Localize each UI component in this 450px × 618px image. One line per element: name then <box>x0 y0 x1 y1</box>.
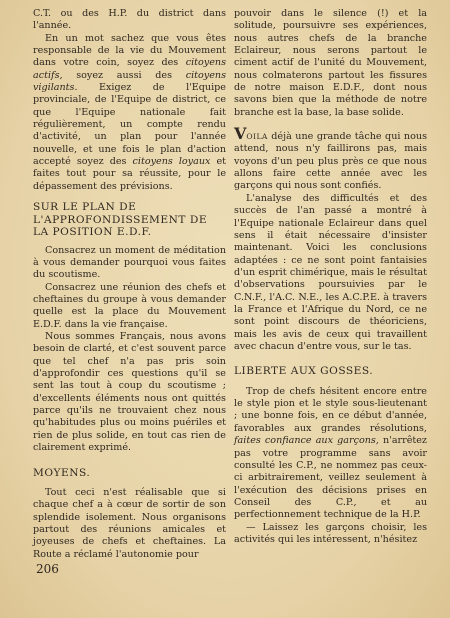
section-heading: SUR LE PLAN DE L'APPROFONDISSEMENT DE LA POSITION E.D.F. <box>33 201 208 239</box>
text-run: déjà une grande tâche qui nous attend, nous n'y faillirons pas, mais voyons d'un peu plus près ce que nous allons faire cette année avec les garçons qui nous sont confiés. <box>234 131 427 192</box>
emphasis-text: citoyens loyaux <box>132 156 211 168</box>
emphasis-text: faites confiance aux garçons, <box>234 435 379 447</box>
paragraph: Tout ceci n'est réalisable que si chaque chef a à cœur de sortir de son splendide isolement. Nous organisons partout des réunions amicales et joyeuses de chefs et cheftaines. La Route a réclamé l'autonomie pour <box>33 487 226 560</box>
section-heading: LIBERTE AUX GOSSES. <box>234 365 374 378</box>
paragraph <box>33 33 226 193</box>
paragraph <box>234 386 427 522</box>
page-number: 206 <box>36 562 59 576</box>
text-run: En un mot sachez que vous êtes responsable de la vie du Mouvement dans votre coin, soyez des <box>33 32 226 69</box>
paragraph: pouvoir dans le silence (!) et la solitude, poursuivre ses expériences, nous autres chefs de la branche Eclaireur, nous serons partout le ciment actif de l'unité du Mouvement, nous colmaterons partout les fissures de notre maison E.D.F., dont nous savons bien que la méthode de notre branche est la base, la base solide. <box>234 8 427 118</box>
paragraph: L'analyse des difficultés et des succès de l'an passé a montré à l'Equipe nationale Eclaireur dans quel sens il était nécessaire d'insister maintenant. Voici les conclusions adaptées : ce ne sont point fantaisies d'un esprit chimérique, mais le résultat d'observations poursuivies par le C.N.F., l'A.C. N.E., les A.C.P.E. à travers la France et l'Afrique du Nord, ce ne sont point discours de théoriciens, mais les avis de ceux qui travaillent avec chacun d'entre vous, sur le tas. <box>234 192 427 352</box>
text-run: Trop de chefs hésitent encore entre le style pion et le style sous-lieutenant ; une bonne fois, en ce début d'année, favorables aux grandes résolutions, <box>234 385 427 434</box>
paragraph: Consacrez une réunion des chefs et cheftaines du groupe à vous demander quelle est la place du Mouvement E.D.F. dans la vie française. <box>33 281 226 330</box>
paragraph: Consacrez un moment de méditation à vous demander pourquoi vous faites du scoutisme. <box>33 244 226 281</box>
right-column <box>234 8 427 546</box>
text-run: n'arrêtez pas votre programme sans avoir consulté les C.P., ne nommez pas ceux-ci arbitrairement, veillez seulement à l'exécution des décisions prises en Conseil des C.P., et au perfectionnement technique de la H.P. <box>234 435 427 521</box>
paragraph: C.T. ou des H.P. du district dans l'année. <box>33 8 226 32</box>
emphasis-text: citoyens actifs, <box>33 57 226 81</box>
left-column <box>33 8 226 561</box>
section-heading: MOYENS. <box>33 466 91 479</box>
paragraph: — Laissez les garçons choisir, les activités qui les intéressent, n'hésitez <box>234 521 427 545</box>
small-caps-text: OILA <box>246 132 268 142</box>
drop-cap: V <box>234 124 247 144</box>
emphasis-text: citoyens vigilants. <box>33 69 226 94</box>
text-run: et faites tout pour sa réussite, pour le dépassement des prévisions. <box>33 156 226 192</box>
paragraph: Nous sommes Français, nous avons besoin de clarté, et c'est souvent parce que tel chef n'a pas pris soin d'approfondir ces questions qu'il se sent las tout à coup du scoutisme ; d'excellents éléments nous ont quittés parce qu'ils ne trouvaient chez nous qu'habitudes plus ou moins puériles et rien de plus solide, en tout cas rien de clairement exprimé. <box>33 331 226 454</box>
text-run: soyez aussi des <box>62 69 186 81</box>
paragraph <box>234 124 427 193</box>
text-run: Exigez de l'Equipe provinciale, de l'Equipe de district, ce que l'Equipe nationale fait régulièrement, un compte rendu d'activité, un plan pour l'année nouvelle, et une fois le plan d'action accepté soyez des <box>33 82 226 168</box>
